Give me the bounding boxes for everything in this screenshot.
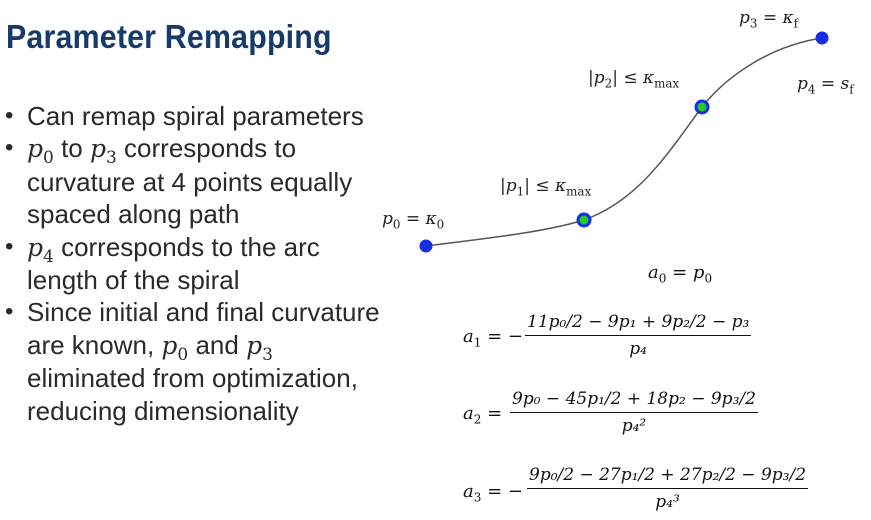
equation-a1-lhs: $a_1$ = − (463, 326, 523, 350)
bullet-text: to (53, 133, 90, 164)
math-p3: $p_3$ (246, 330, 273, 365)
equation-a1-fraction (525, 312, 751, 359)
slide-title: Parameter Remapping (6, 18, 332, 55)
label-p4: $p_4 = s_f$ (797, 74, 854, 97)
equation-a3-lhs: $a_3$ = − (463, 481, 523, 505)
label-p2: $|p_2| \le \kappa_{max}$ (588, 68, 680, 91)
control-point-p2 (696, 101, 708, 113)
control-point-p0 (420, 240, 433, 253)
math-p3: $p_3$ (89, 134, 117, 169)
label-p0: $p_0 = \kappa_0$ (382, 209, 445, 232)
math-p4: $p_4$ (27, 232, 54, 267)
label-p3: $p_3 = \kappa_f$ (739, 8, 799, 31)
control-point-p1 (578, 214, 590, 226)
math-p0: $p_0$ (27, 134, 54, 169)
equation-a3-numerator: 9p₀/2 − 27p₁/2 + 27p₂/2 − 9p₃/2 (527, 465, 808, 489)
equation-a2-numerator: 9p₀ − 45p₁/2 + 18p₂ − 9p₃/2 (510, 389, 758, 413)
equation-a2-lhs: $a_2$ = (463, 403, 503, 427)
bullet-text: and (188, 329, 247, 360)
equation-a1-numerator: 11p₀/2 − 9p₁ + 9p₂/2 − p₃ (525, 312, 751, 336)
bullet-text: corresponds to the arc length of the spiral (27, 231, 320, 296)
bullet-text: Can remap spiral parameters (27, 101, 364, 131)
bullet-text: eliminated from optimization, reducing dimensionality (27, 363, 358, 426)
math-p0: $p_0$ (161, 330, 189, 365)
label-p1: $|p_1| \le \kappa_{max}$ (500, 176, 592, 199)
bullet-text: corresponds to curvature at 4 points equally spaced along path (27, 133, 353, 230)
equation-a3-denominator: p₄³ (655, 492, 680, 512)
equation-a2-fraction (510, 389, 758, 436)
equation-a2-denominator: p₄² (621, 416, 647, 436)
control-point-p3 (816, 32, 829, 45)
equation-a3-fraction (527, 465, 808, 512)
equation-a1-denominator: p₄ (629, 339, 647, 359)
equation-a0: $a_0 = p_0$ (648, 262, 713, 286)
bullet-text: Since initial and final curvature are known, (27, 297, 380, 360)
